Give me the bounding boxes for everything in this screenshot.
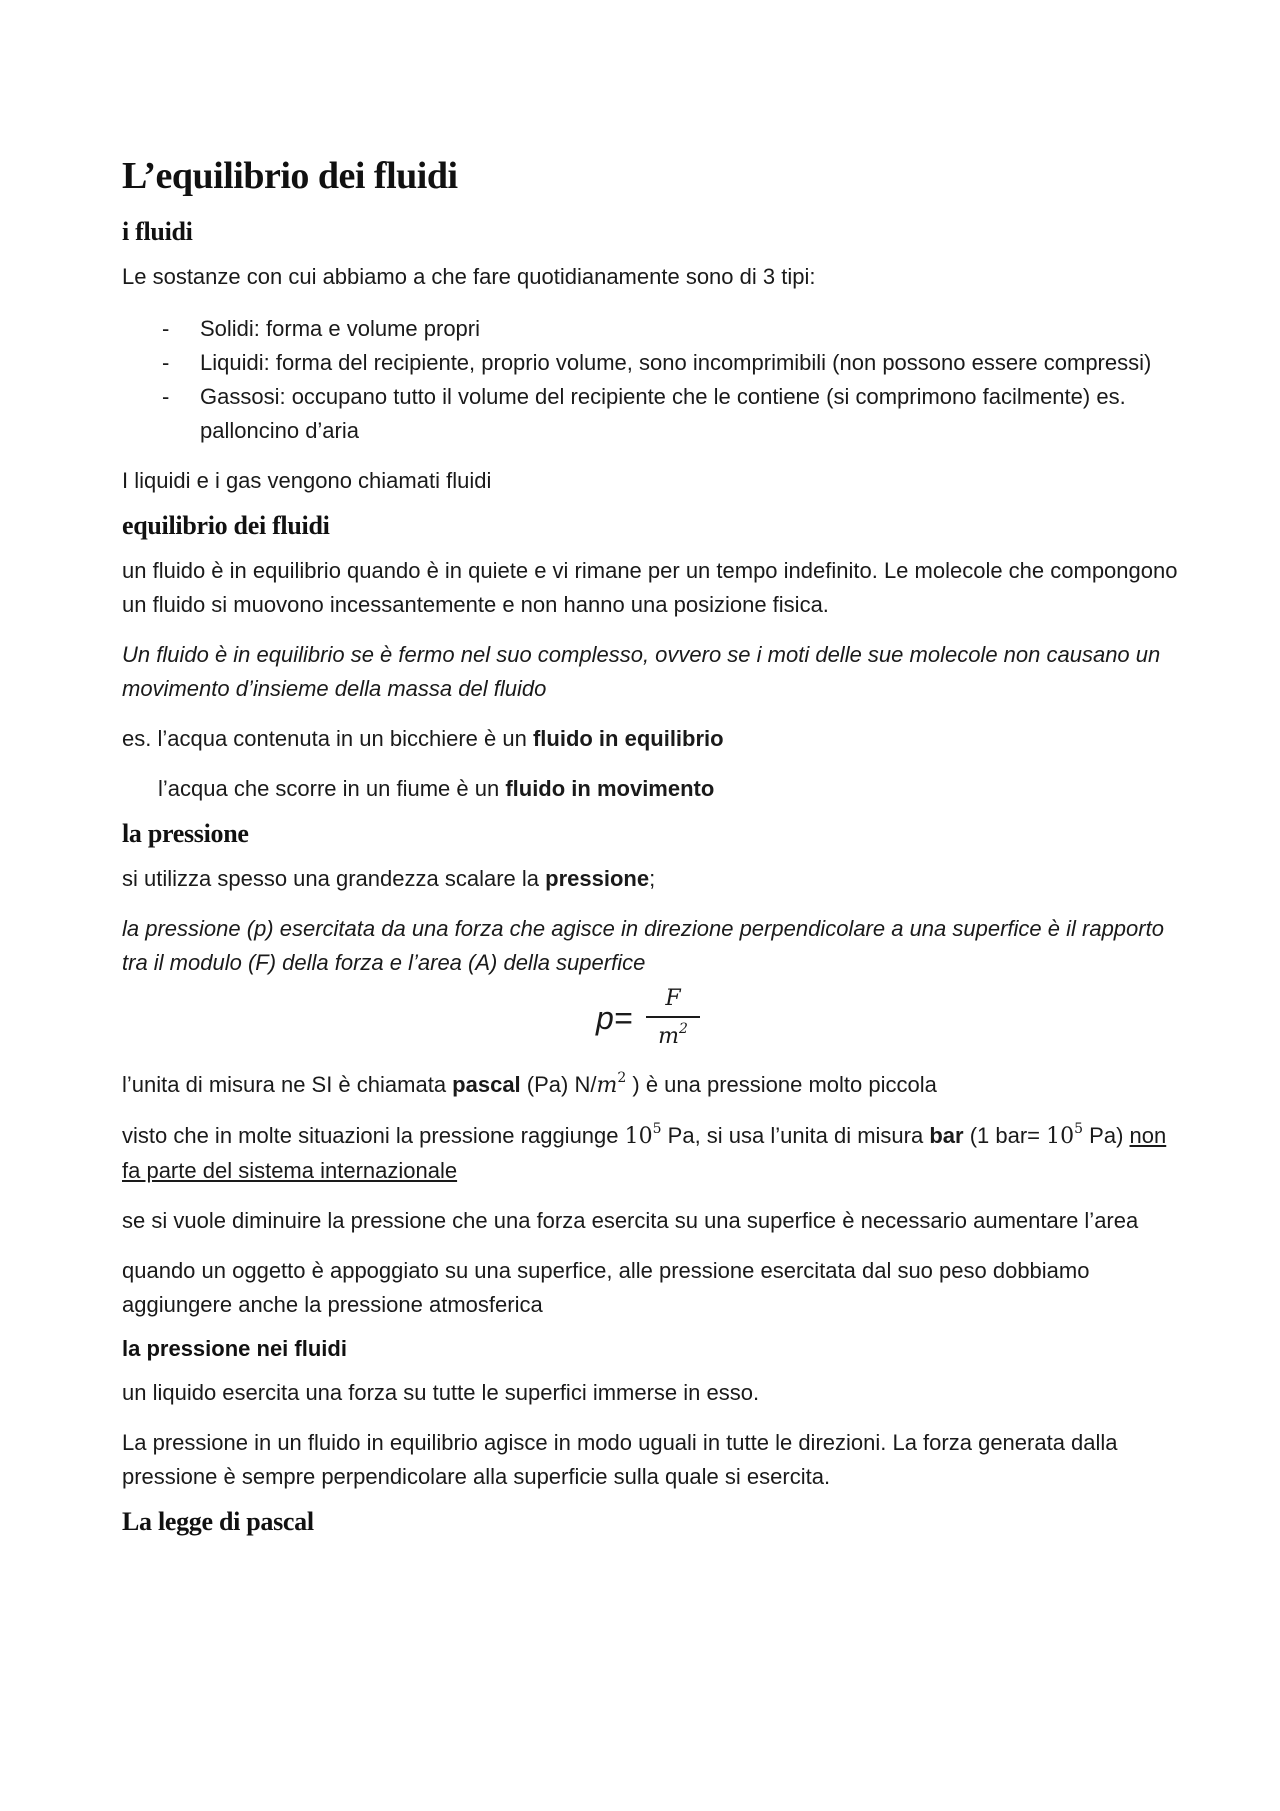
area-paragraph: se si vuole diminuire la pressione che una forza esercita su una superfice è necessario aumentare l’area (122, 1208, 1139, 1233)
formula-fraction (646, 984, 700, 1052)
atmosferica-paragraph: quando un oggetto è appoggiato su una superfice, alle pressione esercitata dal suo peso dobbiamo aggiungere anche la pressione atmosferica (122, 1258, 1090, 1317)
formula-numerator: F (665, 986, 681, 1011)
formula-denominator: $m^2$ (658, 1021, 688, 1049)
direzioni-paragraph: La pressione in un fluido in equilibrio agisce in modo uguali in tutte le direzioni. La forza generata dalla pressione è sempre perpendicolare alla superficie sulla quale si esercita. (122, 1430, 1118, 1489)
formula-lhs: p= (596, 1000, 633, 1036)
pressione-definition: la pressione (p) esercitata da una forza che agisce in direzione perpendicolare a una superfice è il rapporto tra il modulo (F) della forza e l’area (A) della superfice (122, 916, 1164, 975)
underlined-note: non fa parte del sistema internazionale (122, 1123, 1167, 1183)
list-item: - Liquidi: forma del recipiente, proprio volume, sono incomprimibili (non possono essere compressi) (122, 346, 1182, 380)
list-item: - Solidi: forma e volume propri (122, 312, 1182, 346)
section-heading-pressione: la pressione (122, 819, 249, 848)
bullet-dash: - (162, 350, 170, 375)
pressure-formula (122, 984, 1182, 1058)
section-heading-pascal: La legge di pascal (122, 1507, 314, 1536)
states-list (122, 312, 1182, 448)
fluidi-outro: I liquidi e i gas vengono chiamati fluidi (122, 468, 492, 493)
fluidi-intro: Le sostanze con cui abbiamo a che fare quotidianamente sono di 3 tipi: (122, 264, 816, 289)
fraction-bar (646, 1016, 700, 1018)
pressione-intro: si utilizza spesso una grandezza scalare la pressione; (122, 866, 656, 891)
example-movimento: l’acqua che scorre in un fiume è un fluido in movimento (158, 776, 715, 801)
equilibrio-paragraph: un fluido è in equilibrio quando è in quiete e vi rimane per un tempo indefinito. Le molecole che compongono un fluido si muovono incessantemente e non hanno una posizione fisica. (122, 558, 1178, 617)
example-equilibrio: es. l’acqua contenuta in un bicchiere è un fluido in equilibrio (122, 726, 724, 751)
bullet-dash: - (162, 384, 170, 409)
list-item: - Gassosi: occupano tutto il volume del recipiente che le contiene (si comprimono facilmente) es. palloncino d’aria (122, 380, 1182, 448)
document-body (122, 150, 1182, 1540)
liquido-paragraph: un liquido esercita una forza su tutte le superfici immerse in esso. (122, 1380, 760, 1405)
bar-unit: visto che in molte situazioni la pressione raggiunge $10^5$ Pa, si usa l’unita di misura bar (1 $bar= 10^5$ Pa) non fa parte del sistema internazionale (122, 1121, 1167, 1183)
equilibrio-definition: Un fluido è in equilibrio se è fermo nel suo complesso, ovvero se i moti delle sue molecole non causano un movimento d’insieme della massa del fluido (122, 642, 1161, 701)
section-heading-equilibrio: equilibrio dei fluidi (122, 511, 330, 540)
pascal-unit: l’unita di misura ne SI è chiamata pascal (Pa) $N/m^2$ ) è una pressione molto piccola (122, 1070, 937, 1098)
bullet-dash: - (162, 316, 170, 341)
page-title: L’equilibrio dei fluidi (122, 155, 458, 197)
section-heading-fluidi: i fluidi (122, 217, 193, 246)
subheading-pressione-fluidi: la pressione nei fluidi (122, 1336, 347, 1361)
